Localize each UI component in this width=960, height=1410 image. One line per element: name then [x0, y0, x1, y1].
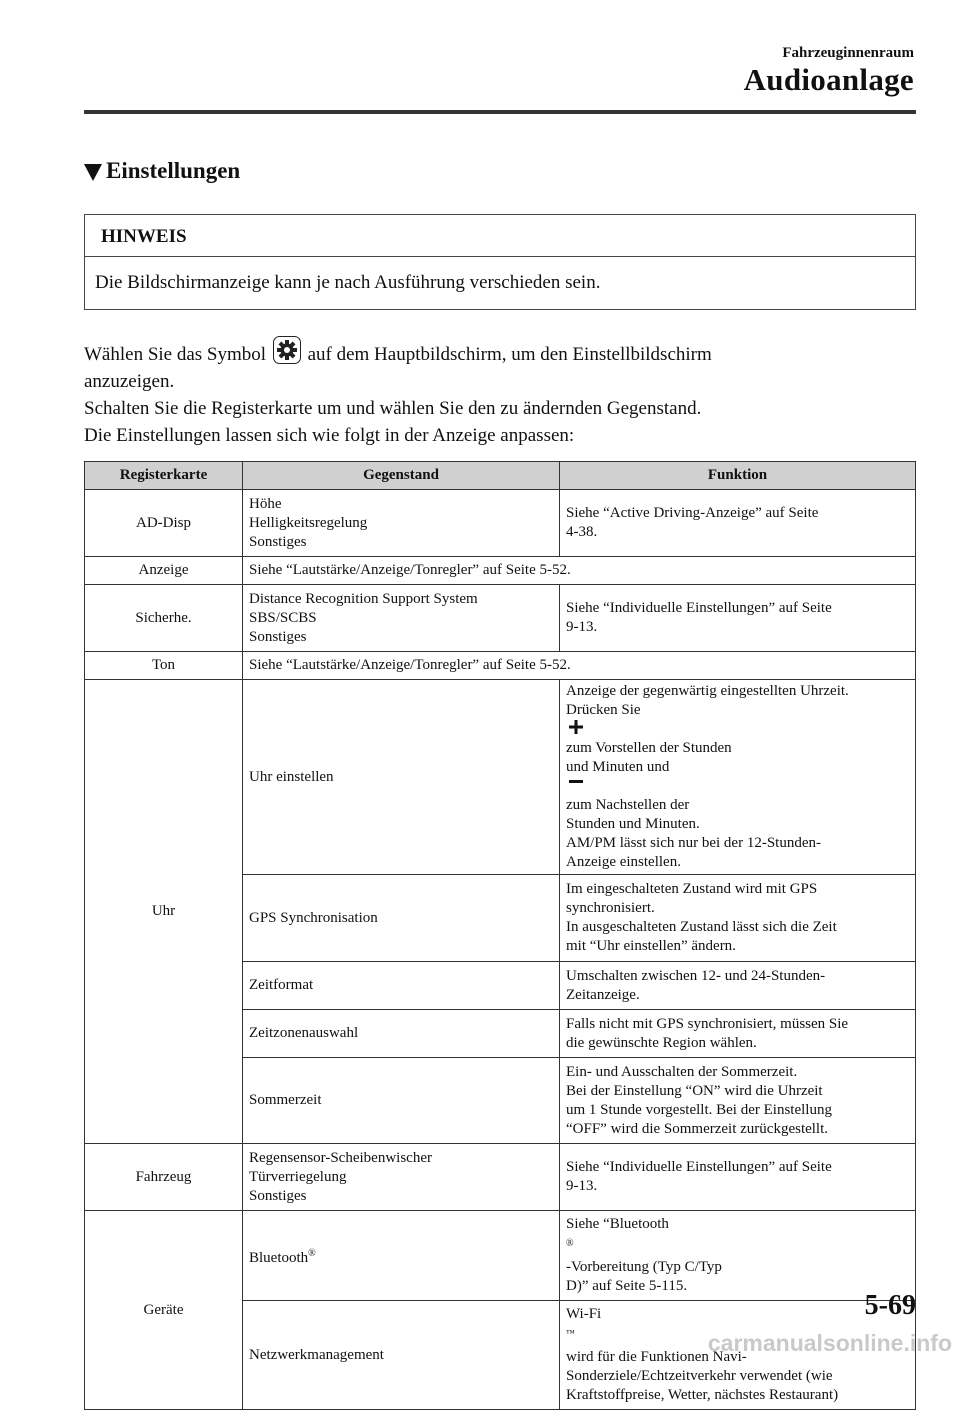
item-cell: GPS Synchronisation — [243, 875, 560, 962]
item-text: Helligkeitsregelung — [249, 514, 368, 531]
item-text: SBS/SCBS — [249, 609, 317, 626]
tab-cell: Fahrzeug — [85, 1144, 243, 1211]
merged-cell: Siehe “Lautstärke/Anzeige/Tonregler” auf Seite 5-52. — [243, 652, 916, 680]
function-text — [566, 758, 909, 815]
table-row — [85, 680, 916, 875]
function-text: -Vorbereitung (Typ C/Typ — [566, 1259, 722, 1275]
item-cell: Sommerzeit — [243, 1058, 560, 1144]
header-rule — [84, 110, 916, 114]
item-cell — [243, 1211, 560, 1301]
function-text: zum Vorstellen der Stunden — [566, 740, 732, 756]
page-header — [744, 44, 914, 98]
registered-mark: ® — [308, 1247, 316, 1259]
function-text: und Minuten und — [566, 759, 670, 775]
function-text: Zeitanzeige. — [566, 986, 640, 1003]
col-header-function: Funktion — [560, 462, 916, 490]
note-body: Die Bildschirmanzeige kann je nach Ausführung verschieden sein. — [95, 272, 601, 293]
item-text: Sonstiges — [249, 533, 307, 550]
function-cell — [560, 490, 916, 557]
item-cell: Zeitzonenauswahl — [243, 1010, 560, 1058]
function-cell — [560, 962, 916, 1010]
intro-text: Wählen Sie das Symbol — [84, 344, 267, 365]
plus-icon — [569, 720, 583, 734]
item-text: Türverriegelung — [249, 1168, 347, 1185]
function-text: Anzeige der gegenwärtig eingestellten Uhrzeit. — [566, 683, 849, 699]
function-text: Kraftstoffpreise, Wetter, nächstes Restaurant) — [566, 1387, 839, 1403]
function-cell — [560, 1058, 916, 1144]
tab-cell: Geräte — [85, 1211, 243, 1410]
function-text: Umschalten zwischen 12- und 24-Stunden- — [566, 967, 826, 984]
item-text: Sonstiges — [249, 628, 307, 645]
function-text: um 1 Stunde vorgestellt. Bei der Einstellung — [566, 1101, 832, 1118]
function-cell — [560, 875, 916, 962]
table-row — [85, 557, 916, 585]
function-text: Siehe “Individuelle Einstellungen” auf Seite — [566, 1159, 832, 1175]
tab-cell: Anzeige — [85, 557, 243, 585]
heading-text: Einstellungen — [106, 158, 241, 183]
item-text: Höhe — [249, 495, 282, 512]
function-text: Siehe “Active Driving-Anzeige” auf Seite — [566, 505, 819, 521]
item-text: Regensensor-Scheibenwischer — [249, 1149, 432, 1166]
item-text: Sonstiges — [249, 1187, 307, 1204]
tab-cell: AD-Disp — [85, 490, 243, 557]
chapter-title: Fahrzeuginnenraum — [782, 45, 914, 61]
function-text: Sonderziele/Echtzeitverkehr verwendet (wie — [566, 1368, 833, 1384]
function-cell — [560, 1010, 916, 1058]
function-text: AM/PM lässt sich nur bei der 12-Stunden- — [566, 835, 821, 851]
watermark: carmanualsonline.info — [707, 1330, 952, 1356]
gear-icon — [273, 336, 301, 364]
function-text: Anzeige einstellen. — [566, 854, 681, 870]
function-text: Ein- und Ausschalten der Sommerzeit. — [566, 1063, 798, 1080]
section-title: Audioanlage — [743, 62, 914, 97]
note-box — [84, 214, 916, 310]
triangle-down-icon — [84, 164, 102, 181]
intro-line-1 — [84, 336, 924, 368]
function-text — [566, 701, 909, 758]
item-text: Bluetooth — [249, 1249, 309, 1266]
function-text: In ausgeschalteten Zustand lässt sich die Zeit — [566, 919, 837, 935]
section-heading — [84, 158, 240, 184]
function-text: die gewünschte Region wählen. — [566, 1034, 757, 1051]
tab-cell: Ton — [85, 652, 243, 680]
tab-cell: Sicherhe. — [85, 585, 243, 652]
function-text: synchronisiert. — [566, 900, 655, 916]
function-text: “OFF” wird die Sommerzeit zurückgestellt. — [566, 1120, 829, 1137]
item-cell: Uhr einstellen — [243, 680, 560, 875]
function-cell — [560, 680, 916, 875]
settings-table — [84, 461, 916, 1410]
table-header-row — [85, 462, 916, 490]
function-text: 9-13. — [566, 1178, 598, 1194]
function-cell — [560, 1144, 916, 1211]
table-row — [85, 1211, 916, 1301]
item-text: Distance Recognition Support System — [249, 590, 478, 607]
table-row — [85, 652, 916, 680]
merged-cell: Siehe “Lautstärke/Anzeige/Tonregler” auf Seite 5-52. — [243, 557, 916, 585]
item-cell: Netzwerkmanagement — [243, 1301, 560, 1410]
function-cell — [560, 585, 916, 652]
intro-line-3: Schalten Sie die Registerkarte um und wählen Sie den zu ändernden Gegenstand. — [84, 398, 702, 419]
function-text — [566, 1215, 909, 1277]
function-text: Falls nicht mit GPS synchronisiert, müssen Sie — [566, 1015, 849, 1032]
function-text: 9-13. — [566, 619, 598, 635]
function-text: Siehe “Individuelle Einstellungen” auf Seite — [566, 600, 832, 616]
registered-mark: ® — [566, 1238, 574, 1249]
item-cell — [243, 1144, 560, 1211]
function-text: Stunden und Minuten. — [566, 816, 700, 832]
function-text: 4-38. — [566, 524, 598, 540]
note-title: HINWEIS — [85, 215, 915, 257]
minus-icon — [569, 777, 583, 791]
function-text: D)” auf Seite 5-115. — [566, 1278, 688, 1294]
tab-cell: Uhr — [85, 680, 243, 1144]
item-cell — [243, 490, 560, 557]
function-text: wird für die Funktionen Navi- — [566, 1349, 747, 1365]
function-text: Wi-Fi — [566, 1306, 602, 1322]
trademark-mark: ™ — [566, 1328, 575, 1338]
function-text: Bei der Einstellung “ON” wird die Uhrzeit — [566, 1082, 823, 1099]
intro-line-4: Die Einstellungen lassen sich wie folgt in der Anzeige anpassen: — [84, 425, 575, 446]
function-text: Siehe “Bluetooth — [566, 1216, 669, 1232]
function-text: Im eingeschalteten Zustand wird mit GPS — [566, 881, 818, 897]
function-cell — [560, 1211, 916, 1301]
intro-text: auf dem Hauptbildschirm, um den Einstellbildschirm — [307, 344, 712, 365]
intro-paragraph — [84, 336, 924, 449]
table-row — [85, 585, 916, 652]
function-text: zum Nachstellen der — [566, 797, 690, 813]
table-row — [85, 1144, 916, 1211]
page-number: 5-69 — [864, 1290, 916, 1321]
col-header-item: Gegenstand — [243, 462, 560, 490]
col-header-tab: Registerkarte — [85, 462, 243, 490]
item-cell: Zeitformat — [243, 962, 560, 1010]
item-cell — [243, 585, 560, 652]
function-text: mit “Uhr einstellen” ändern. — [566, 938, 736, 954]
intro-line-2: anzuzeigen. — [84, 371, 175, 392]
function-text: Drücken Sie — [566, 702, 641, 718]
table-row — [85, 490, 916, 557]
